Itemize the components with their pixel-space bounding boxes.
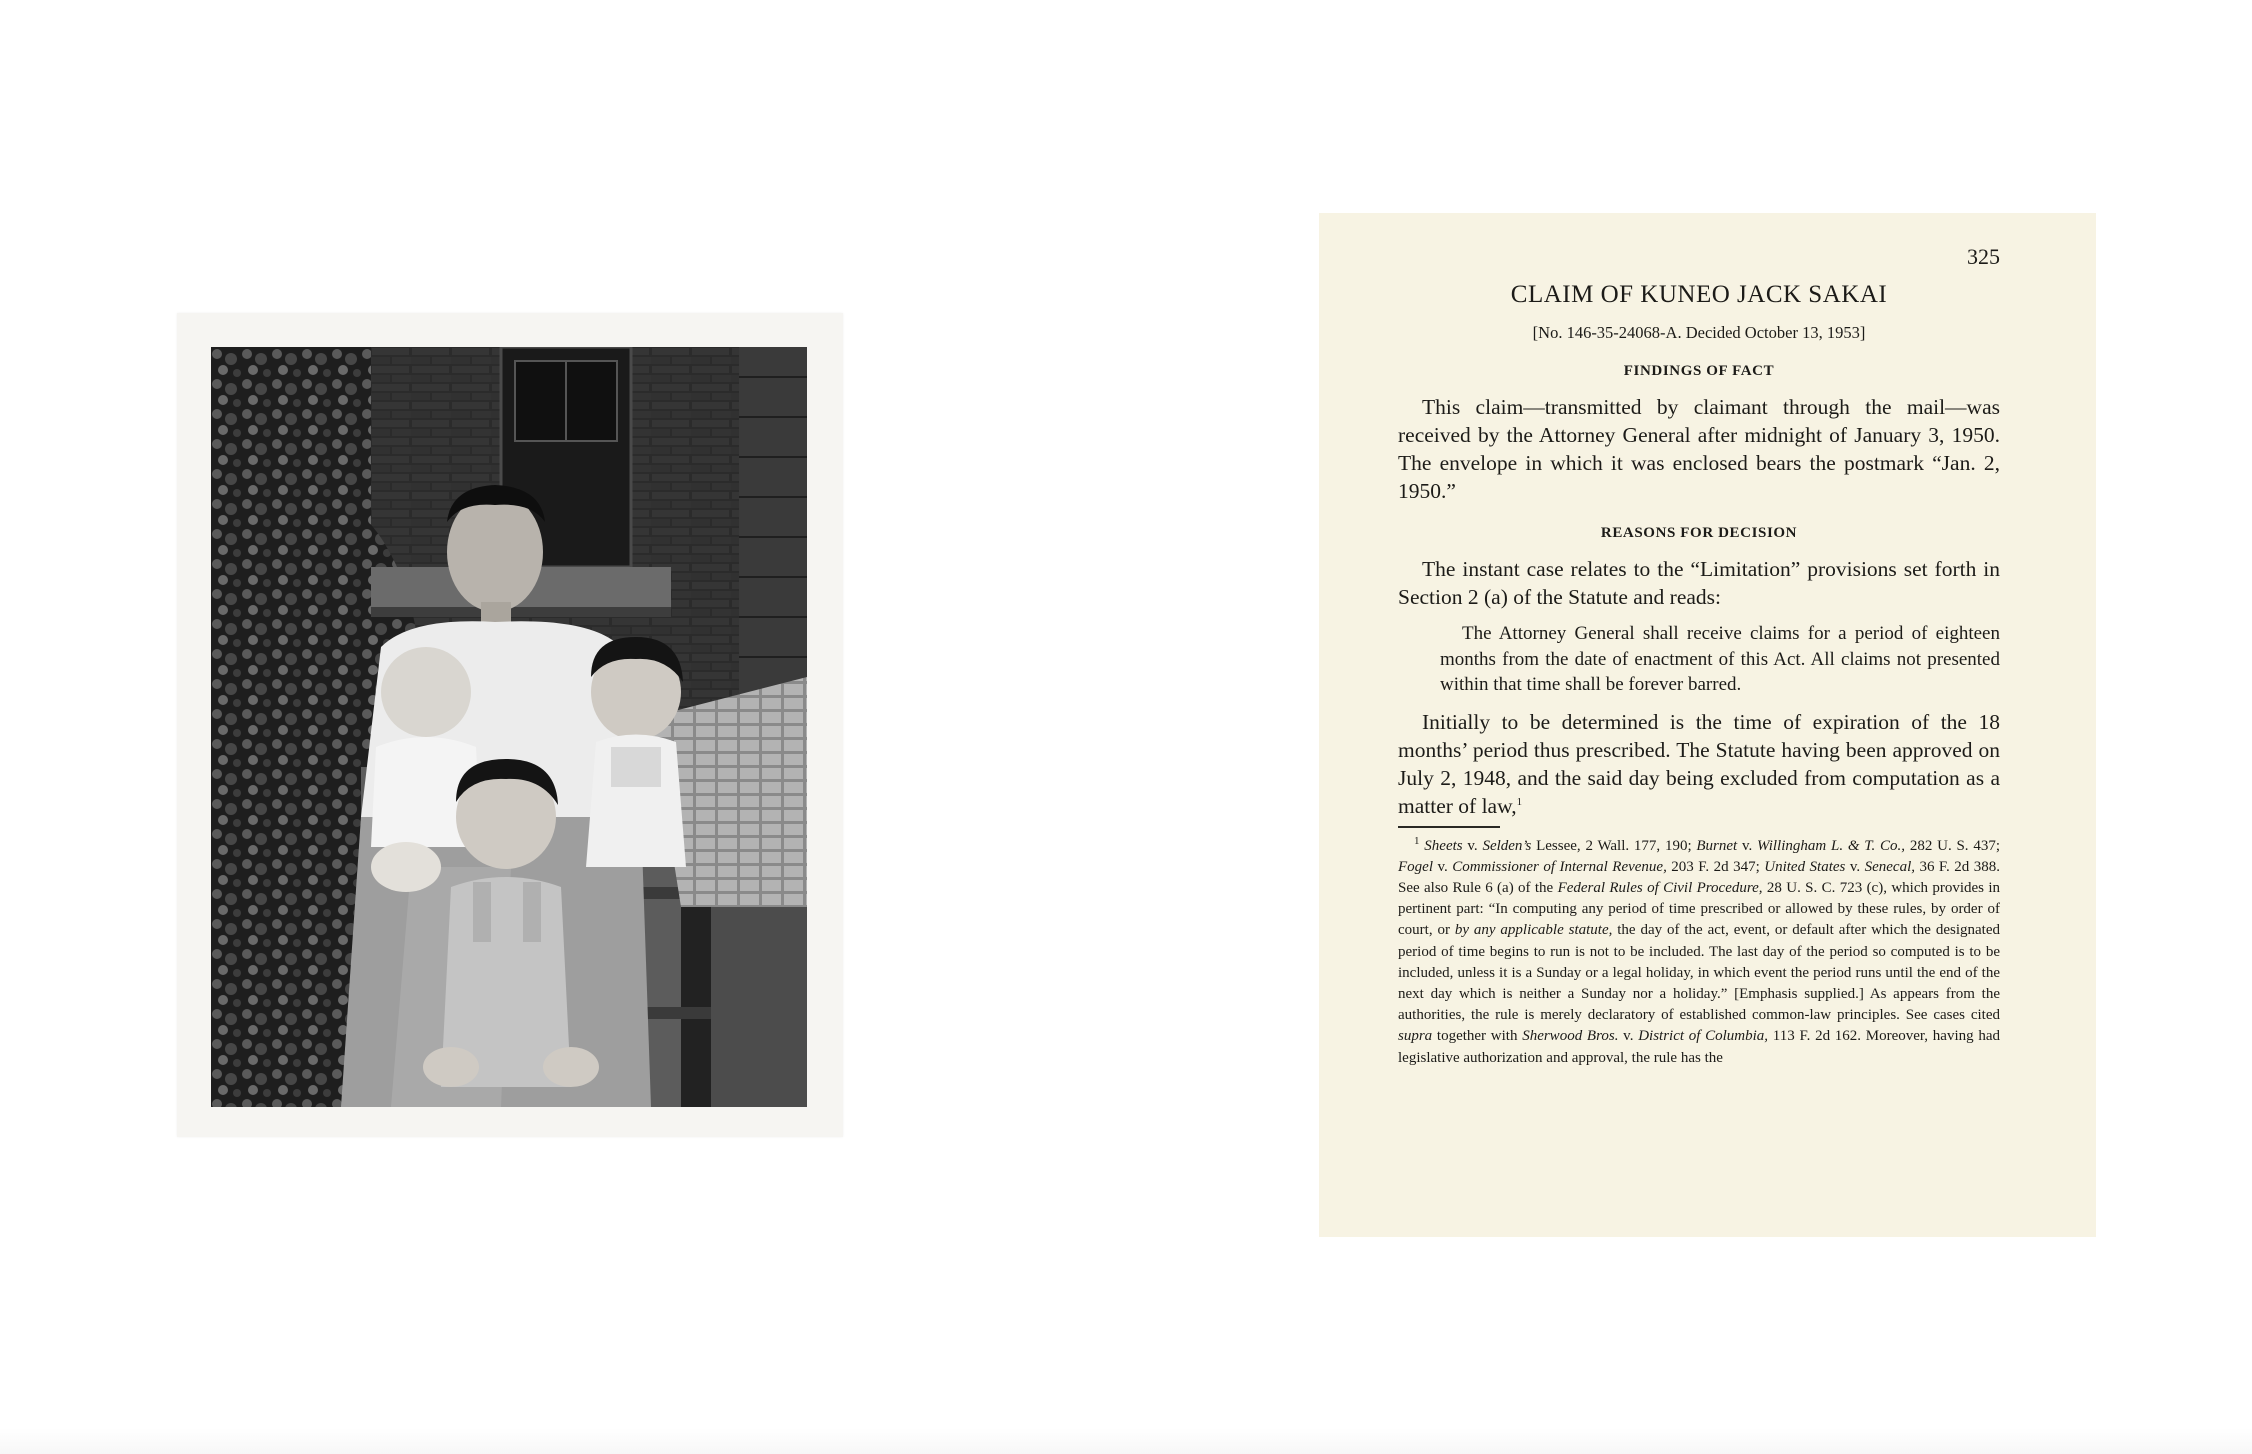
footnote-marker: 1 [1414,834,1420,847]
bottom-band [0,1428,2252,1454]
footnote-text: 113 F. 2d 162. Moreover, having had legislative authorization and approval, the rule has the [1398,1028,2000,1066]
footnote-text: Fogel [1398,858,1433,875]
footnote-text: United States [1764,858,1846,875]
case-title: CLAIM OF KUNEO JACK SAKAI [1510,281,1888,308]
footnote-text: 28 U. S. C. 723 (c), which provides in pertinent part: “In computing any period of time prescribed or allowed by these rules, by order of court, or [1398,879,2000,939]
footnote-text: v. [1737,837,1758,854]
reasons-paragraph: The instant case relates to the “Limitation” provisions set forth in Section 2 (a) of the Statute and reads: [1398,557,2000,609]
footnote-text: 203 F. 2d 347; [1666,858,1765,875]
footnote-text: v. [1618,1028,1639,1045]
page-number: 325 [1967,244,2000,269]
footnote-text: 282 U. S. 437; [1905,837,2001,854]
family-photograph [177,313,843,1137]
footnote-text: Sheets [1424,837,1463,854]
photograph-image [211,347,807,1107]
footnote-text: Federal Rules of Civil Procedure, [1557,879,1763,896]
footnote-text: Sherwood Bros. [1522,1028,1619,1045]
document-content [1398,239,2000,1069]
footnote-text: by any applicable statute, [1454,922,1613,939]
footnote-text: Senecal, [1864,858,1915,875]
footnote-text: 36 F. 2d 388. See also Rule 6 (a) of the [1398,858,2000,896]
determination-text: Initially to be determined is the time of expiration of the 18 months’ period thus prescribed. The Statute having been approved on July 2, 1948, and the said day being excluded from computation as a matter of law, [1398,709,2000,818]
footnote-1 [1398,836,2000,1069]
findings-paragraph: This claim—transmitted by claimant through the mail—was received by the Attorney General after midnight of January 3, 1950. The envelope in which it was enclosed bears the postmark “Jan. 2, 1950.” [1398,395,2000,503]
footnote-text: Lessee, 2 Wall. 177, 190; [1531,837,1697,854]
footnote-text: the day of the act, event, or default after which the designated period of time begins to run is not to be included. The last day of the period so computed is to be included, unless it is a Sunday or a legal holiday, in which event the period runs until the end of the next day which is neither a Sunday nor a holiday.” [Emphasis supplied.] As appears from the authorities, the rule is merely declaratory of established common-law principles. See cases cited [1398,922,2000,1024]
footnote-text: together with [1432,1028,1523,1045]
reasons-heading: REASONS FOR DECISION [1600,525,1798,541]
findings-heading: FINDINGS OF FACT [1623,363,1775,379]
footnote-text: v. [1845,858,1865,875]
footnote-divider [1398,826,1500,828]
footnote-text: v. [1462,837,1483,854]
footnote-reference: 1 [1516,795,1523,808]
footnote-text: supra [1398,1028,1433,1045]
footnote-text: Willingham L. & T. Co., [1757,837,1906,854]
footnote-text: v. [1433,858,1453,875]
footnote-text: Burnet [1696,837,1738,854]
footnote-text: Commissioner of Internal Revenue, [1452,858,1667,875]
document-page [1319,213,2096,1237]
determination-paragraph [1398,708,2000,820]
footnote-text: District of Columbia, [1638,1028,1769,1045]
case-docket: [No. 146-35-24068-A. Decided October 13, 1953] [1532,323,1866,342]
statute-quote: The Attorney General shall receive claims for a period of eighteen months from the date of enactment of this Act. All claims not presented within that time shall be forever barred. [1440,623,2000,695]
footnote-text: Selden’s [1482,837,1532,854]
